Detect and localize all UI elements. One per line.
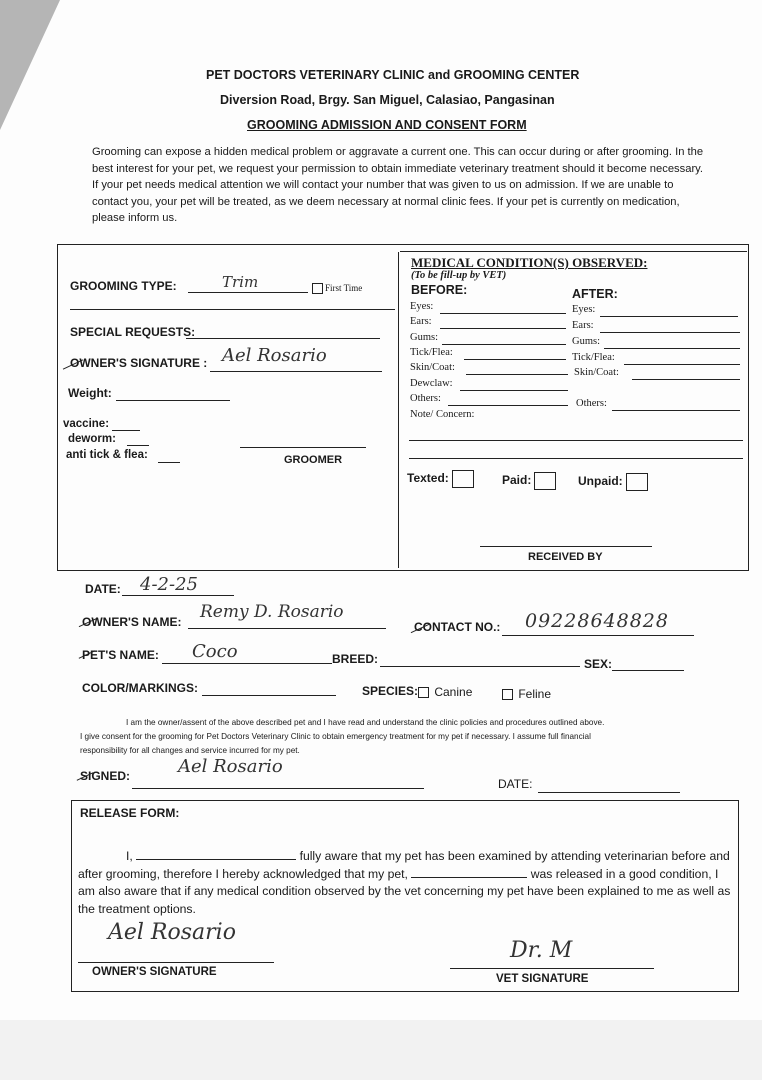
unpaid-label: Unpaid: (578, 474, 623, 489)
release-owner-signature-value: Ael Rosario (108, 920, 236, 945)
contact-value[interactable]: 09228648828 (525, 610, 669, 632)
release-title: RELEASE FORM: (80, 806, 180, 820)
before-label: BEFORE: (411, 283, 468, 297)
weight-line[interactable] (116, 400, 230, 401)
panel-divider (398, 252, 399, 568)
before-gums-label: Gums: (410, 332, 439, 343)
after-others-label: Others: (576, 398, 607, 409)
antitick-line[interactable] (158, 462, 180, 463)
vaccine-label: vaccine: (63, 418, 110, 430)
feline-label: Feline (518, 687, 552, 701)
after-tick-label: Tick/Flea: (572, 352, 615, 363)
release-pet-blank[interactable] (411, 867, 527, 878)
form-title: GROOMING ADMISSION AND CONSENT FORM (247, 118, 527, 132)
grooming-type-value[interactable]: Trim (222, 273, 259, 291)
signed-label: SIGNED: (80, 769, 131, 783)
texted-field (407, 470, 474, 488)
after-gums-line[interactable] (604, 348, 740, 349)
grooming-type-line (188, 292, 308, 293)
species-label: SPECIES: (362, 684, 419, 698)
release-text-part1: I, (126, 849, 133, 863)
canine-box-icon[interactable] (418, 687, 429, 698)
color-markings-line[interactable] (202, 695, 336, 696)
first-time-checkbox[interactable] (312, 283, 362, 294)
signed-line[interactable] (132, 788, 424, 789)
first-time-label: First Time (325, 283, 363, 293)
before-eyes-label: Eyes: (410, 301, 434, 312)
groomer-label: GROOMER (284, 454, 343, 466)
groomer-line[interactable] (240, 447, 366, 448)
intro-text: Grooming can expose a hidden medical problem or aggravate a current one. This can occur during or after grooming. In the best interest for your pet, we request your permission to obtain immediate veterinary treatment should it become necessary. If your pet needs medical attention we will contact your number that was given to us on admission. If we are unable to contact you, your pet will be treated, as we deem necessary at normal clinic fees. If your pet is currently on medication, please inform us. (92, 146, 704, 224)
note-line-2[interactable] (409, 458, 743, 459)
medical-subtitle: (To be fill-up by VET) (411, 270, 507, 281)
release-text-part3: was released in a good condition, I am also aware that if any medical condition observed by the vet concerning my pet have been explained to me as well as the treatment options. (78, 866, 731, 916)
sex-line[interactable] (612, 670, 684, 671)
breed-line[interactable] (380, 666, 580, 667)
release-name-blank[interactable] (136, 849, 296, 860)
owner-signature-value: Ael Rosario (222, 345, 327, 366)
vaccine-line[interactable] (112, 430, 140, 431)
unpaid-field (578, 473, 648, 491)
after-eyes-label: Eyes: (572, 304, 596, 315)
pet-name-value[interactable]: Coco (192, 641, 238, 662)
release-owner-signature-line[interactable] (78, 962, 274, 963)
deworm-line[interactable] (127, 445, 149, 446)
release-text (78, 848, 734, 918)
contact-label: CONTACT NO.: (414, 620, 501, 634)
before-eyes-line[interactable] (440, 313, 566, 314)
release-text-part2: fully aware that my pet has been examined by attending veterinarian before and after grooming, therefore I hereby acknowledged that my pet, (78, 849, 730, 881)
after-ears-label: Ears: (572, 320, 594, 331)
grooming-type-extra-line (70, 309, 395, 310)
after-gums-label: Gums: (572, 336, 601, 347)
release-owner-signature-label: OWNER'S SIGNATURE (92, 966, 217, 978)
special-requests-line[interactable] (186, 338, 380, 339)
weight-label: Weight: (68, 386, 112, 400)
note-line-1[interactable] (409, 440, 743, 441)
before-dewclaw-label: Dewclaw: (410, 378, 453, 389)
after-others-line[interactable] (612, 410, 740, 411)
texted-label: Texted: (407, 471, 449, 486)
grooming-type-label: GROOMING TYPE: (70, 279, 177, 293)
before-ears-label: Ears: (410, 316, 432, 327)
admission-box (57, 244, 749, 571)
received-by-line[interactable] (480, 546, 652, 547)
after-skin-line[interactable] (632, 379, 740, 380)
date-line[interactable] (122, 595, 234, 596)
before-others-line[interactable] (448, 405, 568, 406)
antitick-label: anti tick & flea: (66, 449, 148, 461)
before-gums-line[interactable] (442, 344, 566, 345)
after-label: AFTER: (572, 287, 618, 301)
before-skin-label: Skin/Coat: (410, 362, 455, 373)
deworm-label: deworm: (68, 433, 116, 445)
pet-name-label: PET'S NAME: (82, 648, 159, 662)
first-time-box-icon[interactable] (312, 283, 323, 294)
before-ears-line[interactable] (440, 328, 566, 329)
owner-signature-label: OWNER'S SIGNATURE : (70, 356, 208, 370)
signed-value: Ael Rosario (178, 756, 283, 777)
vet-signature-label: VET SIGNATURE (496, 973, 589, 985)
consent-line-1: I am the owner/assent of the above described pet and I have read and understand the clinic policies and procedures outlined above. (126, 718, 605, 727)
date-label: DATE: (85, 582, 121, 596)
feline-box-icon[interactable] (502, 689, 513, 700)
feline-option[interactable] (502, 687, 551, 701)
date-value[interactable]: 4-2-25 (140, 574, 198, 595)
clinic-name: PET DOCTORS VETERINARY CLINIC and GROOMING CENTER (206, 68, 580, 82)
before-dewclaw-line[interactable] (460, 390, 568, 391)
canine-label: Canine (434, 685, 473, 699)
consent-date-line[interactable] (538, 792, 680, 793)
owner-name-line[interactable] (188, 628, 386, 629)
owner-name-label: OWNER'S NAME: (82, 615, 182, 629)
received-by-label: RECEIVED BY (528, 551, 603, 563)
vet-signature-line[interactable] (450, 968, 654, 969)
consent-line-2: I give consent for the grooming for Pet Doctors Veterinary Clinic to obtain emergency treatment for my pet if necessary. I assume full financial (80, 732, 591, 741)
note-concern-label: Note/ Concern: (410, 409, 475, 420)
owner-name-value[interactable]: Remy D. Rosario (200, 602, 344, 622)
canine-option[interactable] (418, 685, 472, 699)
unpaid-checkbox[interactable] (626, 473, 648, 491)
after-skin-label: Skin/Coat: (574, 367, 619, 378)
special-requests-label: SPECIAL REQUESTS: (70, 325, 196, 339)
medical-title: MEDICAL CONDITION(S) OBSERVED: (411, 255, 648, 270)
breed-label: BREED: (332, 652, 379, 666)
consent-line-3: responsibility for all changes and service incurred for my pet. (80, 746, 300, 755)
after-ears-line[interactable] (600, 332, 740, 333)
texted-checkbox[interactable] (452, 470, 474, 488)
right-panel-top-rule (400, 251, 747, 252)
before-tick-label: Tick/Flea: (410, 347, 453, 358)
clinic-address: Diversion Road, Brgy. San Miguel, Calasiao, Pangasinan (220, 93, 555, 107)
owner-signature-line[interactable] (210, 371, 382, 372)
before-tick-line[interactable] (464, 359, 566, 360)
after-tick-line[interactable] (624, 364, 740, 365)
sex-label: SEX: (584, 657, 613, 671)
consent-date-label: DATE: (498, 777, 533, 791)
vet-signature-value: Dr. M (510, 938, 573, 963)
page-corner-shadow (0, 0, 60, 130)
before-others-label: Others: (410, 393, 441, 404)
after-eyes-line[interactable] (600, 316, 738, 317)
contact-line[interactable] (502, 635, 694, 636)
paid-label: Paid: (502, 473, 532, 488)
before-skin-line[interactable] (466, 374, 568, 375)
pet-name-line[interactable] (162, 663, 332, 664)
consent-text (80, 716, 692, 758)
paid-field (502, 472, 556, 490)
paid-checkbox[interactable] (534, 472, 556, 490)
color-markings-label: COLOR/MARKINGS: (82, 681, 198, 695)
